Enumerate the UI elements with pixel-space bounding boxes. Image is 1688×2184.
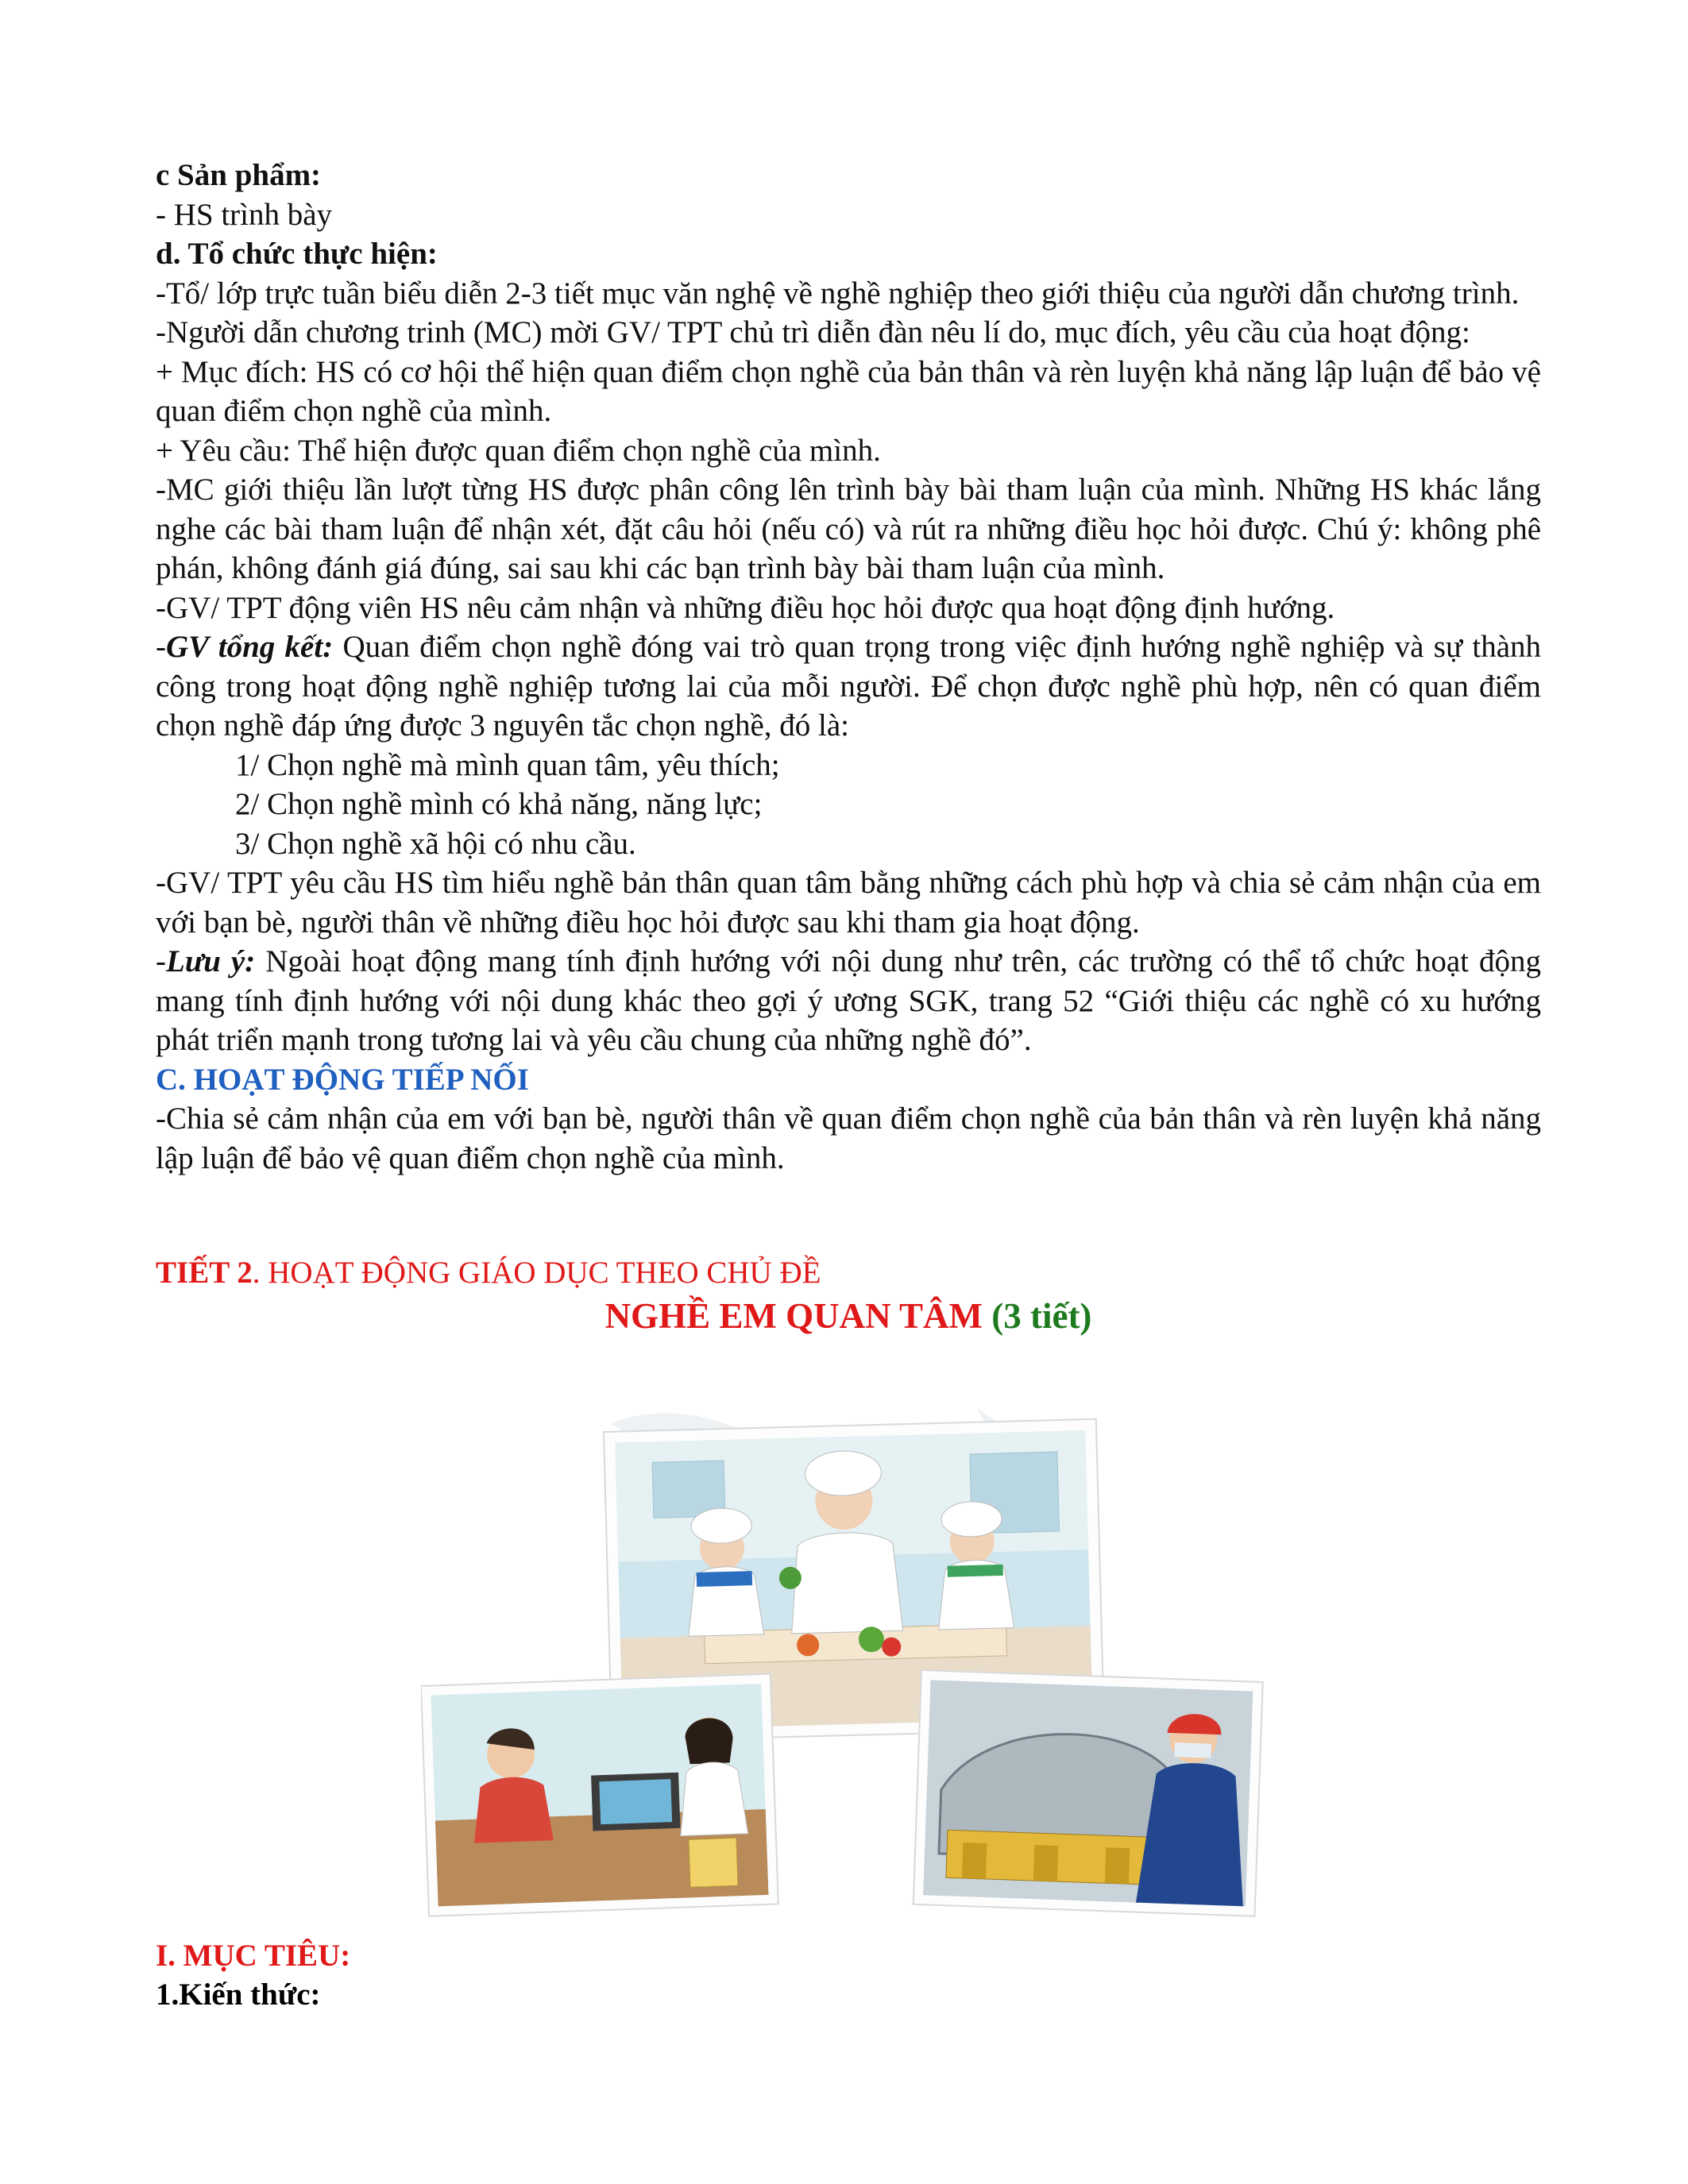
objectives-knowledge: 1.Kiến thức: xyxy=(156,1978,321,2012)
paragraph: + Mục đích: HS có cơ hội thể hiện quan điểm chọn nghề của bản thân và rèn luyện khả năng lập luận để bảo vệ quan điểm chọn nghề của mình. xyxy=(156,354,1541,428)
section-c-line: - HS trình bày xyxy=(156,197,333,232)
section-c-title: c Sản phẩm: xyxy=(156,158,322,192)
section-d-title: d. Tổ chức thực hiện: xyxy=(156,237,438,271)
paragraph-gv-summary xyxy=(156,627,1541,746)
document-body xyxy=(156,156,1541,1339)
section-C-title: C. HOẠT ĐỘNG TIẾP NỐI xyxy=(156,1062,529,1097)
topic-title xyxy=(156,1293,1541,1339)
lesson-2-prefix: TIẾT 2 xyxy=(156,1256,253,1290)
paragraph: -Người dẫn chương trinh (MC) mời GV/ TPT chủ trì diễn đàn nêu lí do, mục đích, yêu cầu của hoạt động: xyxy=(156,315,1470,349)
paragraph: -Chia sẻ cảm nhận của em với bạn bè, người thân về quan điểm chọn nghề của bản thân và rèn luyện khả năng lập luận để bảo vệ quan điểm chọn nghề của mình. xyxy=(156,1102,1541,1175)
topic-title-main: NGHỀ EM QUAN TÂM xyxy=(605,1295,992,1336)
mechanic-photo xyxy=(914,1670,1263,1916)
list-item: 1/ Chọn nghề mà mình quan tâm, yêu thích; xyxy=(235,747,780,782)
professions-illustration xyxy=(421,1408,1275,1918)
paragraph: -GV/ TPT động viên HS nêu cảm nhận và những điều học hỏi được qua hoạt động định hướng. xyxy=(156,590,1335,625)
list-item: 2/ Chọn nghề mình có khả năng, năng lực; xyxy=(235,787,763,821)
list-item: 3/ Chọn nghề xã hội có nhu cầu. xyxy=(235,826,636,861)
objectives-title: I. MỤC TIÊU: xyxy=(156,1939,351,1973)
gv-summary-text: Quan điểm chọn nghề đóng vai trò quan trọng trong việc định hướng nghề nghiệp và sự thành công trong hoạt động nghề nghiệp tương lai của mỗi người. Để chọn được nghề phù hợp, nên có quan điểm chọn nghề đáp ứng được 3 nguyên tắc chọn nghề, đó là: xyxy=(156,630,1542,743)
prefix: - xyxy=(156,630,166,664)
paragraph: -GV/ TPT yêu cầu HS tìm hiểu nghề bản thân quan tâm bằng những cách phù hợp và chia sẻ cảm nhận của em với bạn bè, người thân về những điều học hỏi được sau khi tham gia hoạt động. xyxy=(156,866,1541,940)
note-text: Ngoài hoạt động mang tính định hướng với nội dung như trên, các trường có thể tổ chức hoạt động mang tính định hướng với nội dung khác theo gợi ý ương SGK, trang 52 “Giới thiệu các nghề có xu hướng phát triển mạnh trong tương lai và yêu cầu chung của những nghề đó”. xyxy=(156,944,1541,1057)
paragraph: -MC giới thiệu lần lượt từng HS được phân công lên trình bày bài tham luận của mình. Những HS khác lắng nghe các bài tham luận để nhận xét, đặt câu hỏi (nếu có) và rút ra những điều học hỏi được. Chú ý: không phê phán, không đánh giá đúng, sai sau khi các bạn trình bày bài tham luận của mình. xyxy=(156,473,1541,585)
note-label: Lưu ý: xyxy=(166,944,256,978)
lesson-2-heading xyxy=(156,1253,1541,1293)
topic-title-duration: (3 tiết) xyxy=(991,1295,1092,1336)
paragraph-note xyxy=(156,942,1541,1060)
paragraph: -Tổ/ lớp trực tuần biểu diễn 2-3 tiết mục văn nghệ về nghề nghiệp theo giới thiệu của người dẫn chương trình. xyxy=(156,276,1520,311)
paragraph: + Yêu cầu: Thể hiện được quan điểm chọn nghề của mình. xyxy=(156,433,881,468)
gv-summary-label: GV tổng kết: xyxy=(166,630,334,664)
prefix: - xyxy=(156,944,166,978)
lesson-2-rest: . HOẠT ĐỘNG GIÁO DỤC THEO CHỦ ĐỀ xyxy=(252,1256,821,1290)
office-photo xyxy=(421,1674,778,1916)
